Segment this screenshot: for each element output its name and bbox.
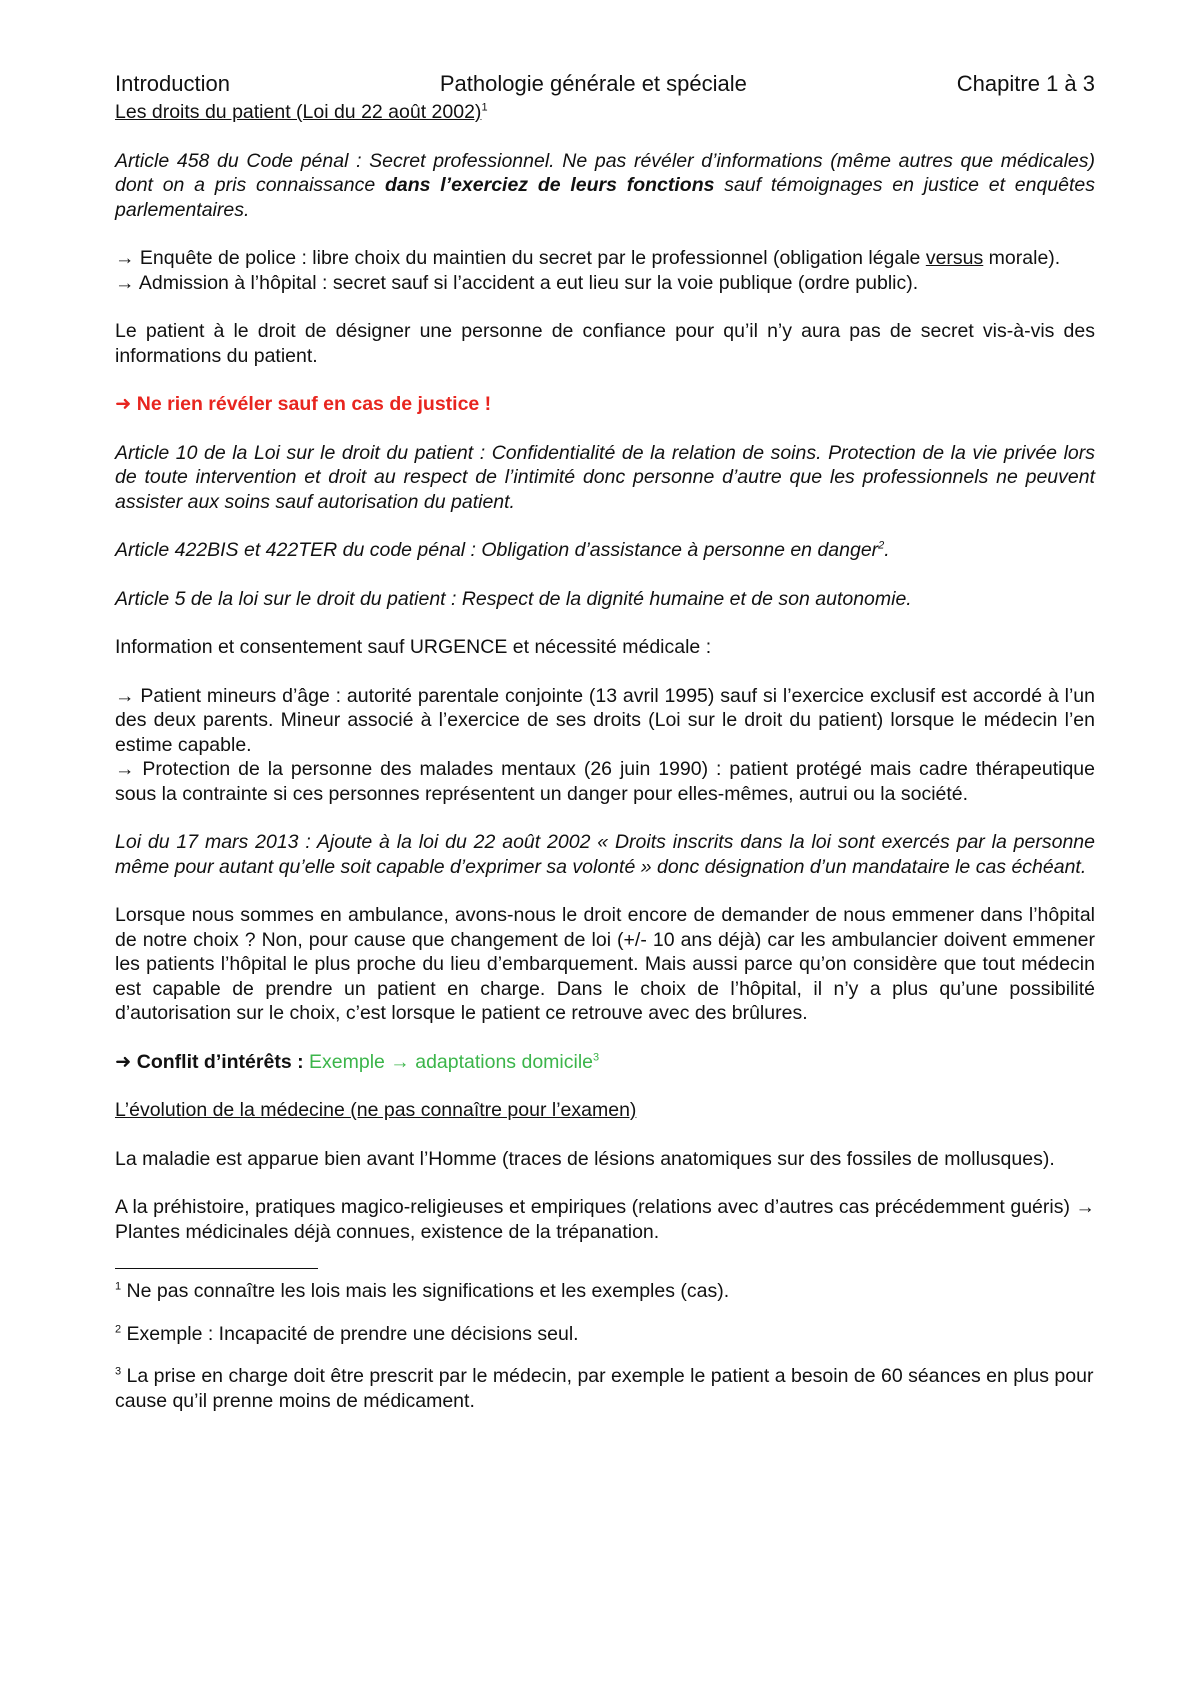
hospital-admission: → Admission à l’hôpital : secret sauf si l’accident a eut lieu sur la voie publique (ordre public). bbox=[115, 271, 919, 294]
article-458-emphasis: dans l’exerciez de leurs fonctions bbox=[384, 174, 715, 196]
disease-history: La maladie est apparue bien avant l’Homme (traces de lésions anatomiques sur des fossiles de mollusques). bbox=[115, 1147, 1055, 1170]
prehistory-paragraph: A la préhistoire, pratiques magico-religieuses et empiriques (relations avec d’autres cas précédemment guéris) → Plantes médicinales déjà connues, existence de la trépanation. bbox=[115, 1196, 1095, 1243]
footnote-ref-1: 1 bbox=[481, 101, 488, 114]
article-458: Article 458 du Code pénal : Secret professionnel. Ne pas révéler d’informations (même autres que médicales) dont on a pris connaissance dans l’exerciez de leurs fonctions sauf témoignages en justice et enquêtes parlementaires. bbox=[115, 149, 1095, 221]
footnote-2: $^2$ Exemple : Incapacité de prendre une décisions seul. bbox=[115, 1322, 579, 1345]
section-title-patient-rights bbox=[115, 100, 1095, 125]
article-422: Article 422BIS et 422TER du code pénal : Obligation d’assistance à personne en danger$^2$. bbox=[115, 539, 890, 561]
information-consent: Information et consentement sauf URGENCE et nécessité médicale : bbox=[115, 636, 712, 658]
section-title-text: Les droits du patient (Loi du 22 août 2002) bbox=[115, 101, 482, 123]
article-5: Article 5 de la loi sur le droit du patient : Respect de la dignité humaine et de son autonomie. bbox=[115, 587, 912, 610]
conflict-label: ➜ Conflit d’intérêts bbox=[115, 1050, 292, 1073]
law-2013: Loi du 17 mars 2013 : Ajoute à la loi du 22 août 2002 « Droits inscrits dans la loi sont exercés par la personne même pour autant qu’elle soit capable d’exprimer sa volonté » donc désignation d’un mandataire le cas échéant. bbox=[115, 831, 1095, 878]
document-page bbox=[115, 70, 1095, 1431]
mental-patients-paragraph: → Protection de la personne des malades mentaux (26 juin 1990) : patient protégé mais cadre thérapeutique sous la contrainte si ces personnes représentent un danger pour elles-mêmes, autrui ou la société. bbox=[115, 758, 1095, 805]
footnote-1: $^1$ Ne pas connaître les lois mais les significations et les exemples (cas). bbox=[115, 1280, 730, 1302]
header-center: Pathologie générale et spéciale bbox=[439, 71, 747, 96]
article-10: Article 10 de la Loi sur le droit du patient : Confidentialité de la relation de soins. Protection de la vie privée lors de toute intervention et droit au respect de l’intimité donc personne d’autre que les professionnels ne peuvent assister aux soins sauf autorisation du patient. bbox=[115, 441, 1095, 513]
header-left: Introduction bbox=[115, 71, 230, 96]
versus-word: versus bbox=[925, 247, 984, 269]
header-right: Chapitre 1 à 3 bbox=[956, 71, 1095, 96]
page-header bbox=[115, 70, 1095, 98]
conflict-of-interest: ➜ Conflit d’intérêts : Exemple → adaptations domicile$^3$ bbox=[115, 1050, 600, 1073]
trusted-person: Le patient à le droit de désigner une personne de confiance pour qu’il n’y aura pas de secret vis-à-vis des informations du patient. bbox=[115, 320, 1095, 367]
footnote-ref-3: 3 bbox=[593, 1051, 600, 1063]
footnote-3: $^3$ La prise en charge doit être prescrit par le médecin, par exemple le patient a besoin de 60 séances en plus pour cause qu’il prenne moins de médicament. bbox=[115, 1365, 1094, 1412]
ambulance-paragraph: Lorsque nous sommes en ambulance, avons-nous le droit encore de demander de nous emmener dans l’hôpital de notre choix ? Non, pour cause que changement de loi (+/- 10 ans déjà) car les ambulancier doivent emmener les patients l’hôpital le plus proche du lieu d’embarquement. Mais aussi parce qu’on considère que tout médecin est capable de prendre un patient en charge. Dans le choix de l’hôpital, il n’y a plus qu’une possibilité d’autorisation sur le choix, c’est lorsque le patient ce retrouve avec des brûlures. bbox=[115, 904, 1095, 1024]
police-inquiry: → Enquête de police : libre choix du maintien du secret par le professionnel (obligation légale versus morale). bbox=[115, 247, 1061, 269]
section-title-evolution: L’évolution de la médecine (ne pas connaître pour l’examen) bbox=[115, 1099, 637, 1121]
rule-highlight: ➜ Ne rien révéler sauf en cas de justice ! bbox=[115, 393, 492, 415]
minors-paragraph: → Patient mineurs d’âge : autorité parentale conjointe (13 avril 1995) sauf si l’exercice exclusif est accordé à l’un des deux parents. Mineur associé à l’exercice de ses droits (Loi sur le droit du patient) lorsque le médecin l’en estime capable. bbox=[115, 684, 1095, 756]
conflict-example: Exemple → adaptations domicile bbox=[309, 1050, 593, 1073]
footnote-separator bbox=[115, 1268, 318, 1269]
footnote-ref-2: 2 bbox=[878, 539, 885, 552]
